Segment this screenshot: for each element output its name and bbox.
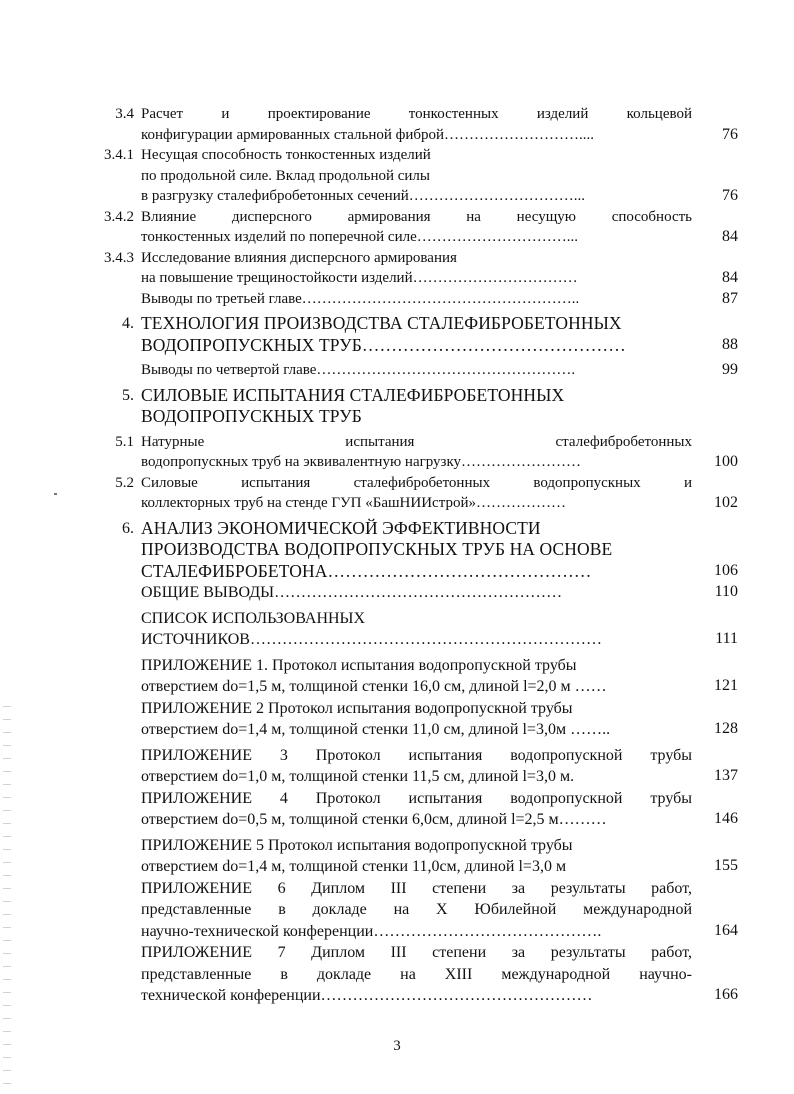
- toc-entry-title: [141, 145, 692, 207]
- toc-entry-number: 4.: [122, 315, 134, 332]
- toc-entry: [96, 788, 746, 831]
- page-number: 3: [393, 1038, 401, 1054]
- toc-entry-title: [141, 655, 692, 698]
- toc-entry-line: в разгрузку сталефибробетонных сечений……………………………...: [141, 188, 586, 204]
- toc-entry-title: [141, 289, 692, 310]
- toc-entry-title: [141, 788, 692, 831]
- toc-entry-page: 76: [722, 125, 738, 143]
- toc-entry-number: 3.4.1: [104, 147, 134, 163]
- toc-entry-title: [141, 942, 692, 1007]
- toc-entry-title: [141, 582, 692, 604]
- toc-entry-line: ОБЩИЕ ВЫВОДЫ………………………………………………: [141, 584, 563, 601]
- toc-entry: [96, 248, 746, 289]
- toc-entry-number: 5.: [122, 386, 134, 404]
- toc-entry-line: ИСТОЧНИКОВ…………………………………………………………: [141, 631, 602, 648]
- toc-entry-line: представленные в докладе на XIII международной научно-: [141, 965, 692, 983]
- toc-entry-line: тонкостенных изделий по поперечной силе…………………………...: [141, 229, 578, 245]
- toc-entry-line: Выводы по четвертой главе…………………………………………….: [141, 362, 576, 378]
- toc-entry: [96, 207, 746, 248]
- toc-entry-line: ПРОИЗВОДСТВА ВОДОПРОПУСКНЫХ ТРУБ НА ОСНОВЕ: [141, 539, 613, 559]
- toc-entry: [96, 745, 746, 788]
- toc-entry: [96, 655, 746, 698]
- toc-entry-page: 102: [714, 494, 738, 511]
- toc-entry-title: [141, 313, 692, 356]
- toc-entry-line: ПРИЛОЖЕНИЕ 5 Протокол испытания водопропускной трубы: [141, 836, 573, 854]
- toc-entry-line: ПРИЛОЖЕНИЕ 4 Протокол испытания водопропускной трубы: [141, 789, 692, 807]
- toc-entry: [96, 698, 746, 741]
- toc-entry-line: водопропускных труб на эквивалентную нагрузку……………………: [141, 454, 582, 470]
- toc-entry-line: коллекторных труб на стенде ГУП «БашНИИстрой»………………: [141, 495, 566, 511]
- toc-entry-title: [141, 432, 692, 473]
- table-of-contents: [96, 104, 746, 1007]
- toc-entry-page: 137: [714, 767, 738, 784]
- toc-entry-title: [141, 835, 692, 878]
- toc-entry-page: 146: [714, 810, 738, 827]
- toc-entry-line: ПРИЛОЖЕНИЕ 7 Диплом III степени за результаты работ,: [141, 944, 692, 961]
- toc-entry: [96, 518, 746, 583]
- toc-entry: [96, 313, 746, 356]
- toc-entry-line: ПРИЛОЖЕНИЕ 3 Протокол испытания водопропускной трубы: [141, 746, 692, 764]
- toc-entry-line: Влияние дисперсного армирования на несущую способность: [141, 208, 692, 225]
- toc-entry-title: [141, 608, 692, 651]
- toc-entry-page: 111: [715, 630, 738, 647]
- toc-entry-title: [141, 518, 692, 583]
- toc-entry-page: 121: [714, 677, 738, 694]
- toc-entry-line: СТАЛЕФИБРОБЕТОНА………………………………………: [141, 560, 592, 581]
- toc-entry-page: 87: [722, 289, 738, 307]
- toc-entry-title: [141, 360, 692, 381]
- toc-entry-page: 155: [714, 857, 738, 874]
- toc-entry-line: Расчет и проектирование тонкостенных изделий кольцевой: [141, 106, 692, 122]
- toc-entry-page: 84: [722, 228, 738, 245]
- toc-entry-page: 88: [722, 335, 738, 353]
- toc-entry-line: ПРИЛОЖЕНИЕ 2 Протокол испытания водопропускной трубы: [141, 699, 573, 717]
- toc-entry-line: СПИСОК ИСПОЛЬЗОВАННЫХ: [141, 609, 366, 627]
- toc-entry-page: 128: [714, 720, 738, 737]
- toc-entry: [96, 878, 746, 943]
- toc-entry-line: АНАЛИЗ ЭКОНОМИЧЕСКОЙ ЭФФЕКТИВНОСТИ: [141, 517, 541, 538]
- toc-entry: [96, 432, 746, 473]
- toc-entry-line: отверстием do=1,5 м, толщиной стенки 16,0 см, длиной l=2,0 м ……: [141, 678, 607, 695]
- toc-entry-line: по продольной силе. Вклад продольной силы: [141, 167, 430, 184]
- toc-entry: [96, 145, 746, 207]
- toc-entry-page: 110: [714, 583, 738, 600]
- toc-entry-page: 84: [722, 269, 738, 286]
- toc-entry: [96, 385, 746, 428]
- toc-entry-line: на повышение трещиностойкости изделий……………………………: [141, 270, 578, 286]
- toc-entry-line: конфигурации армированных стальной фиброй………………………....: [141, 126, 595, 143]
- toc-entry-line: ПРИЛОЖЕНИЕ 6 Диплом III степени за результаты работ,: [141, 879, 692, 897]
- toc-entry: [96, 942, 746, 1007]
- toc-entry-number: 3.4: [115, 106, 134, 122]
- toc-entry-line: ПРИЛОЖЕНИЕ 1. Протокол испытания водопропускной трубы: [141, 656, 577, 674]
- toc-entry-line: Исследование влияния дисперсного армирования: [141, 249, 457, 266]
- toc-entry-line: ВОДОПРОПУСКНЫХ ТРУБ………………………………………: [141, 334, 626, 355]
- toc-entry-number: 6.: [122, 519, 134, 537]
- toc-entry-line: ТЕХНОЛОГИЯ ПРОИЗВОДСТВА СТАЛЕФИБРОБЕТОННЫХ: [141, 313, 622, 333]
- toc-entry-line: отверстием do=1,4 м, толщиной стенки 11,0 см, длиной l=3,0м ……..: [141, 721, 611, 738]
- toc-entry-page: 99: [722, 361, 738, 378]
- toc-entry-number: 5.1: [115, 433, 134, 450]
- toc-entry-number: 3.4.2: [104, 208, 134, 225]
- toc-entry-page: 166: [714, 986, 738, 1003]
- scan-margin-noise: [3, 700, 11, 1090]
- toc-entry-line: технической конференции……………………………………………: [141, 987, 593, 1004]
- toc-entry-title: [141, 473, 692, 514]
- toc-entry: [96, 582, 746, 604]
- toc-entry: [96, 835, 746, 878]
- toc-entry-page: 100: [714, 453, 738, 470]
- toc-entry-line: научно-технической конференции…………………………………….: [141, 922, 602, 940]
- toc-entry: [96, 289, 746, 310]
- toc-entry: [96, 608, 746, 651]
- toc-entry: [96, 360, 746, 381]
- toc-entry-line: ВОДОПРОПУСКНЫХ ТРУБ: [141, 406, 362, 426]
- toc-entry-line: отверстием do=0,5 м, толщиной стенки 6,0см, длиной l=2,5 м………: [141, 811, 607, 828]
- toc-entry: [96, 104, 746, 145]
- toc-entry-line: представленные в докладе на X Юбилейной международной: [141, 901, 692, 918]
- toc-entry-line: Несущая способность тонкостенных изделий: [141, 147, 431, 163]
- toc-entry-title: [141, 248, 692, 289]
- toc-entry-title: [141, 745, 692, 788]
- toc-entry-line: отверстием do=1,0 м, толщиной стенки 11,5 см, длиной l=3,0 м.: [141, 768, 575, 785]
- toc-entry-number: 5.2: [115, 474, 134, 491]
- toc-entry-title: [141, 104, 692, 145]
- toc-entry-title: [141, 207, 692, 248]
- toc-entry-title: [141, 878, 692, 943]
- toc-entry-line: СИЛОВЫЕ ИСПЫТАНИЯ СТАЛЕФИБРОБЕТОННЫХ: [141, 384, 565, 405]
- toc-entry-title: [141, 385, 692, 428]
- toc-entry-page: 106: [714, 561, 738, 579]
- toc-entry-number: 3.4.3: [104, 249, 134, 266]
- toc-entry-line: Натурные испытания сталефибробетонных: [141, 433, 692, 450]
- scan-speck: [54, 493, 57, 495]
- toc-entry-line: Силовые испытания сталефибробетонных водопропускных и: [141, 474, 692, 491]
- toc-entry-line: Выводы по третьей главе………………………………………………..: [141, 290, 580, 307]
- toc-entry-title: [141, 698, 692, 741]
- toc-entry-line: отверстием do=1,4 м, толщиной стенки 11,0см, длиной l=3,0 м: [141, 858, 567, 875]
- toc-entry-page: 164: [714, 921, 738, 939]
- toc-entry: [96, 473, 746, 514]
- toc-entry-page: 76: [722, 187, 738, 204]
